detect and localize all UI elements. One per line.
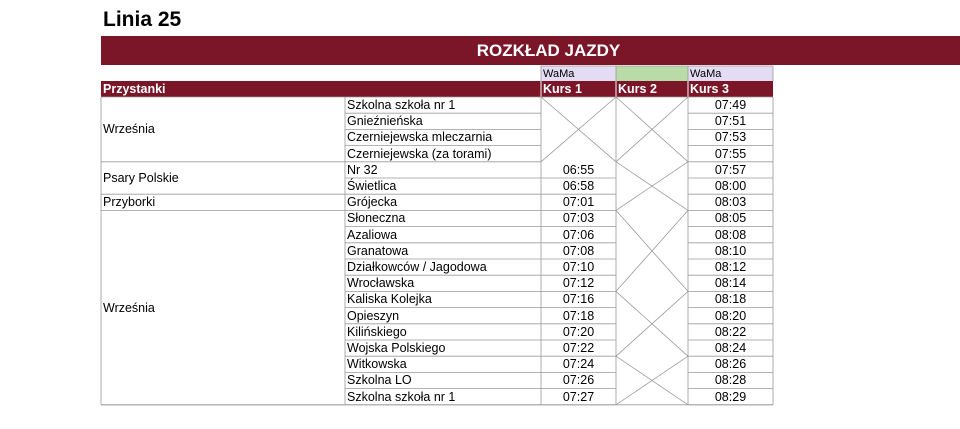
stop-name: Czerniejewska mleczarnia <box>347 130 493 145</box>
kurs-3-time: 08:03 <box>714 195 747 210</box>
kurs-3-time: 08:18 <box>714 292 747 307</box>
location-cell: Psary Polskie <box>103 170 179 185</box>
stop-name: Słoneczna <box>347 211 406 226</box>
kurs-3-time: 08:00 <box>714 179 747 194</box>
kurs-3-time: 08:08 <box>714 227 747 242</box>
stop-name: Szkolna LO <box>347 373 412 388</box>
kurs-1-time: 07:27 <box>562 389 595 404</box>
stop-name: Działkowców / Jagodowa <box>347 260 487 275</box>
kurs-3-time: 08:29 <box>714 389 747 404</box>
kurs-1-time: 06:55 <box>562 162 595 177</box>
stop-name: Czerniejewska (za torami) <box>347 146 492 161</box>
kurs-3-time: 07:57 <box>714 162 747 177</box>
stop-name: Wrocławska <box>347 276 415 291</box>
kurs-1-time: 07:22 <box>562 341 595 356</box>
stop-name: Świetlica <box>347 179 397 194</box>
kurs-1-time: 07:26 <box>562 373 595 388</box>
day-type-cell <box>616 66 688 81</box>
stop-name: Szkolna szkoła nr 1 <box>347 389 456 404</box>
kurs-3-time: 08:14 <box>714 276 747 291</box>
location-cell: Września <box>103 300 155 315</box>
kurs-3-time: 07:51 <box>714 114 747 129</box>
kurs-1-time: 07:16 <box>562 292 595 307</box>
stop-name: Azaliowa <box>347 227 398 242</box>
day-type-cell: WaMa <box>688 66 773 81</box>
stop-name: Kilińskiego <box>347 324 407 339</box>
kurs-3-time: 08:28 <box>714 373 747 388</box>
kurs-1-time: 07:06 <box>562 227 595 242</box>
banner-text: ROZKŁAD JAZDY <box>476 40 621 60</box>
stop-name: Kaliska Kolejka <box>347 292 432 307</box>
kurs-1-time: 07:08 <box>562 243 595 258</box>
stop-name: Wojska Polskiego <box>347 341 446 356</box>
day-type-cell: WaMa <box>541 66 616 81</box>
kurs-3-time: 07:55 <box>714 146 747 161</box>
location-cell: Września <box>103 122 155 137</box>
stop-name: Witkowska <box>347 357 407 372</box>
kurs-1-time: 07:10 <box>562 260 595 275</box>
kurs-3-time: 08:24 <box>714 341 747 356</box>
stop-name: Nr 32 <box>347 162 378 177</box>
stop-name: Grójecka <box>347 195 398 210</box>
header-kurs-2: Kurs 2 <box>618 82 657 96</box>
kurs-1-time: 07:01 <box>562 195 595 210</box>
kurs-1-time: 06:58 <box>562 179 595 194</box>
kurs-1-time: 07:18 <box>562 308 595 323</box>
stop-name: Szkolna szkoła nr 1 <box>347 98 456 113</box>
kurs-3-time: 08:05 <box>714 211 747 226</box>
header-kurs-3: Kurs 3 <box>690 82 729 96</box>
kurs-1-time: 07:20 <box>562 324 595 339</box>
stop-name: Granatowa <box>347 243 409 258</box>
kurs-3-time: 08:20 <box>714 308 747 323</box>
location-cell: Przyborki <box>103 195 156 210</box>
kurs-3-time: 08:12 <box>714 260 747 275</box>
kurs-3-time: 07:53 <box>714 130 747 145</box>
kurs-3-time: 07:49 <box>714 98 747 113</box>
stop-name: Gnieźnieńska <box>347 114 423 129</box>
stop-name: Opieszyn <box>347 308 400 323</box>
kurs-3-time: 08:22 <box>714 324 747 339</box>
page-title: Linia 25 <box>103 8 182 31</box>
kurs-1-time: 07:03 <box>562 211 595 226</box>
kurs-1-time: 07:12 <box>562 276 595 291</box>
kurs-3-time: 08:26 <box>714 357 747 372</box>
kurs-1-time: 07:24 <box>562 357 595 372</box>
kurs-3-time: 08:10 <box>714 243 747 258</box>
header-kurs-1: Kurs 1 <box>543 82 582 96</box>
header-stops: Przystanki <box>103 82 166 96</box>
